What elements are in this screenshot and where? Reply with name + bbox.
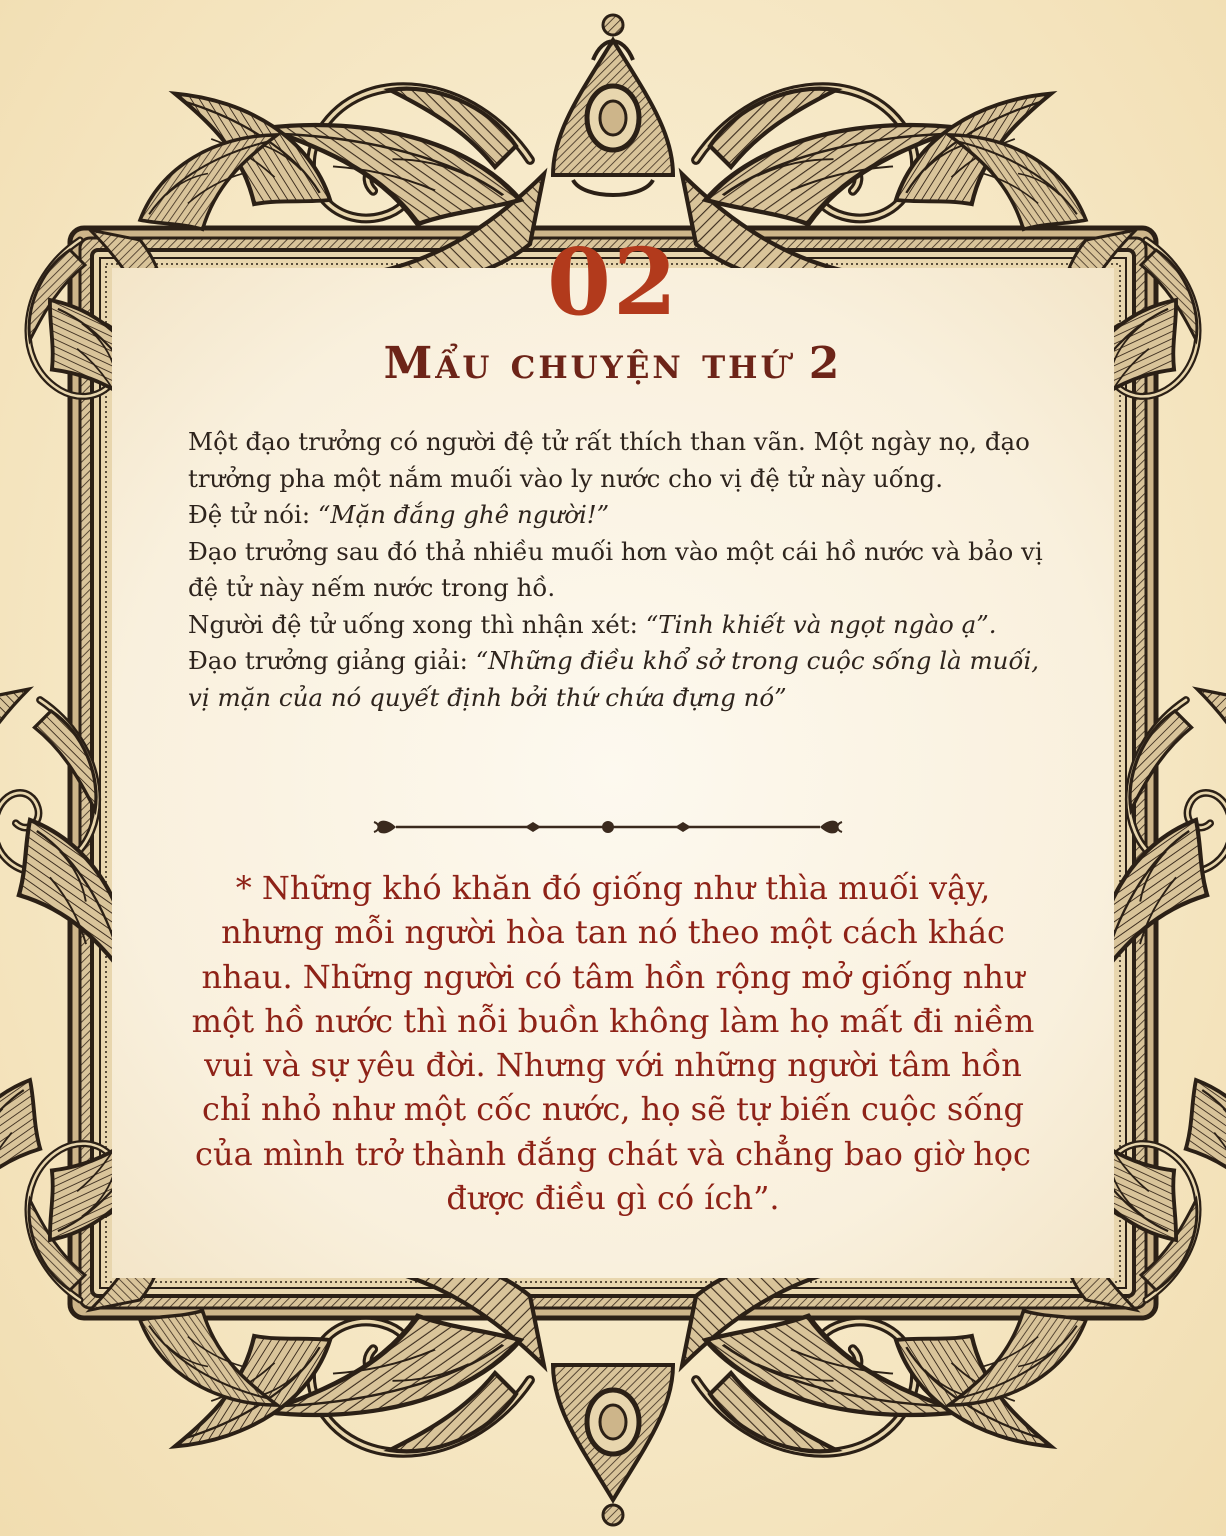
- story-line-lesson-prefix: Đạo trưởng giảng giải:: [188, 646, 476, 675]
- story-line-disciple: [188, 497, 1048, 534]
- story-line-disciple-quote: “Mặn đắng ghê người!”: [317, 500, 610, 529]
- story-line-remark: [188, 607, 1048, 644]
- story-line-lesson: [188, 643, 1048, 716]
- moral-paragraph: * Những khó khăn đó giống như thìa muối vậy, nhưng mỗi người hòa tan nó theo một cách khác nhau. Những người có tâm hồn rộng mở giống như một hồ nước thì nỗi buồn không làm họ mất đi niềm vui và sự yêu đời. Nhưng với những người tâm hồn chỉ nhỏ như một cốc nước, họ sẽ tự biến cuộc sống của mình trở thành đắng chát và chẳng bao giờ học được điều gì có ích”.: [191, 869, 1035, 1218]
- story-line-disciple-prefix: Đệ tử nói:: [188, 500, 318, 529]
- story-line-remark-quote: “Tinh khiết và ngọt ngào ạ”.: [645, 609, 997, 639]
- story-line-lake: Đạo trưởng sau đó thả nhiều muối hơn vào một cái hồ nước và bảo vị đệ tử này nếm nước trong hồ.: [188, 536, 1043, 602]
- story-line-lesson-quote: “Những điều khổ sở trong cuộc sống là muối, vị mặn của nó quyết định bởi thứ chứa đựng nó”: [188, 646, 1040, 712]
- story-number: 02: [546, 228, 680, 336]
- story-body: [188, 424, 1048, 716]
- story-intro: Một đạo trưởng có người đệ tử rất thích than vãn. Một ngày nọ, đạo trưởng pha một nắm muối vào ly nước cho vị đệ tử này uống.: [188, 427, 1030, 493]
- story-title: Mẩu chuyện thứ 2: [383, 338, 843, 389]
- story-line-remark-prefix: Người đệ tử uống xong thì nhận xét:: [188, 609, 646, 639]
- flourish-divider: [370, 812, 846, 842]
